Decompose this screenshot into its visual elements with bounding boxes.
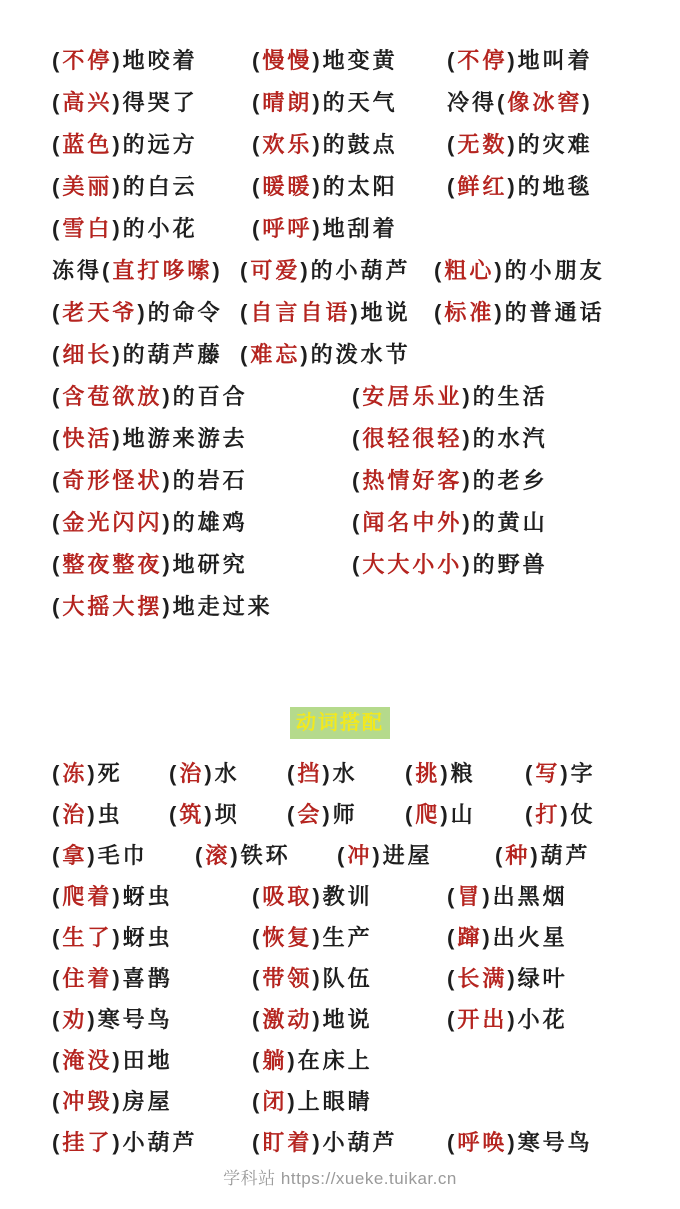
- phrase-text: 冻得(: [52, 257, 113, 283]
- phrase: [405, 757, 525, 788]
- phrase: [52, 757, 169, 788]
- phrase-text: )在床上: [287, 1048, 373, 1073]
- phrase-keyword: 难忘: [250, 341, 301, 367]
- phrase-row: [0, 206, 680, 248]
- phrase-text: (: [447, 966, 458, 991]
- phrase: [52, 380, 352, 411]
- phrase-keyword: 含苞欲放: [62, 383, 163, 409]
- phrase: [287, 757, 405, 788]
- phrase-keyword: 自言自语: [250, 299, 351, 325]
- phrase-keyword: 奇形怪状: [62, 467, 163, 493]
- phrase-row: [0, 1121, 680, 1162]
- phrase-text: )字: [560, 761, 596, 786]
- phrase-text: (: [52, 1089, 63, 1114]
- phrase-row: [0, 374, 680, 416]
- phrase-text: )地走过来: [162, 593, 273, 619]
- phrase-text: (: [252, 1089, 263, 1114]
- phrase-row: [0, 458, 680, 500]
- phrase-text: )房屋: [112, 1089, 173, 1114]
- phrase: [52, 464, 352, 495]
- phrase-keyword: 拿: [62, 843, 88, 868]
- watermark-text: 学科站 https://xueke.tuikar.cn: [223, 1169, 457, 1188]
- phrase-text: (: [525, 802, 536, 827]
- phrase-text: )小葫芦: [112, 1130, 198, 1155]
- phrase-keyword: 滚: [205, 843, 231, 868]
- phrase-keyword: 生了: [62, 925, 113, 950]
- phrase-text: (: [434, 257, 445, 283]
- phrase: [252, 1003, 447, 1034]
- phrase-text: (: [52, 383, 63, 409]
- phrase: [52, 798, 169, 829]
- phrase-row: [0, 793, 680, 834]
- phrase-row: [0, 38, 680, 80]
- phrase-keyword: 大大小小: [362, 551, 463, 577]
- phrase: [352, 422, 548, 453]
- phrase-text: )地游来游去: [112, 425, 248, 451]
- phrase: [352, 380, 548, 411]
- phrase-keyword: 吸取: [262, 884, 313, 909]
- phrase-text: )地叫着: [507, 47, 593, 73]
- phrase-text: )铁环: [230, 843, 291, 868]
- phrase-text: )粮: [440, 761, 476, 786]
- phrase-text: )毛巾: [87, 843, 148, 868]
- phrase-text: (: [52, 467, 63, 493]
- phrase: [252, 1126, 447, 1157]
- phrase-keyword: 劝: [62, 1007, 88, 1032]
- phrase-keyword: 蓝色: [62, 131, 113, 157]
- phrase-row: [0, 998, 680, 1039]
- verb-section: [0, 740, 680, 1162]
- phrase-text: (: [405, 802, 416, 827]
- phrase-keyword: 带领: [262, 966, 313, 991]
- phrase-text: (: [252, 925, 263, 950]
- phrase: [252, 880, 447, 911]
- phrase-text: (: [52, 843, 63, 868]
- phrase: [252, 1085, 447, 1116]
- phrase-keyword: 雪白: [62, 215, 113, 241]
- phrase-text: )的老乡: [462, 467, 548, 493]
- phrase-text: )的天气: [312, 89, 398, 115]
- phrase-keyword: 闭: [262, 1089, 288, 1114]
- phrase-row: [0, 752, 680, 793]
- phrase-keyword: 慢慢: [262, 47, 313, 73]
- phrase-text: )寒号鸟: [507, 1130, 593, 1155]
- phrase-keyword: 打: [535, 802, 561, 827]
- phrase-text: )的小葫芦: [300, 257, 411, 283]
- phrase-keyword: 冻: [62, 761, 88, 786]
- phrase-keyword: 呼呼: [262, 215, 313, 241]
- phrase: [52, 962, 252, 993]
- phrase: [495, 839, 591, 870]
- phrase-keyword: 冒: [457, 884, 483, 909]
- phrase-text: )山: [440, 802, 476, 827]
- phrase-text: )死: [87, 761, 123, 786]
- phrase-text: (: [252, 215, 263, 241]
- phrase-text: )队伍: [312, 966, 373, 991]
- phrase-row: [0, 332, 680, 374]
- phrase-text: )坝: [204, 802, 240, 827]
- phrase-row: [0, 584, 680, 626]
- phrase: [447, 1003, 568, 1034]
- phrase: [240, 254, 434, 285]
- phrase-row: [0, 416, 680, 458]
- phrase-text: )小葫芦: [312, 1130, 398, 1155]
- phrase-text: )地咬着: [112, 47, 198, 73]
- phrase-text: )小花: [507, 1007, 568, 1032]
- phrase-text: (: [352, 467, 363, 493]
- phrase-keyword: 可爱: [250, 257, 301, 283]
- phrase-row: [0, 875, 680, 916]
- phrase: [169, 757, 287, 788]
- phrase-text: (: [52, 173, 63, 199]
- phrase-row: [0, 122, 680, 164]
- phrase: [52, 254, 240, 285]
- phrase-text: (: [252, 89, 263, 115]
- phrase-keyword: 标准: [444, 299, 495, 325]
- phrase-text: (: [52, 509, 63, 535]
- phrase-text: )的水汽: [462, 425, 548, 451]
- phrase-text: (: [52, 1130, 63, 1155]
- phrase: [52, 296, 240, 327]
- phrase-keyword: 金光闪闪: [62, 509, 163, 535]
- phrase-keyword: 不停: [62, 47, 113, 73]
- phrase-text: )的太阳: [312, 173, 398, 199]
- phrase-text: (: [252, 1048, 263, 1073]
- phrase-keyword: 粗心: [444, 257, 495, 283]
- phrase-text: )蚜虫: [112, 884, 173, 909]
- phrase-text: )教训: [312, 884, 373, 909]
- phrase-keyword: 很轻很轻: [362, 425, 463, 451]
- phrase-keyword: 开出: [457, 1007, 508, 1032]
- phrase-text: )喜鹊: [112, 966, 173, 991]
- phrase: [447, 86, 593, 117]
- phrase-text: (: [447, 884, 458, 909]
- phrase-row: [0, 957, 680, 998]
- phrase-keyword: 欢乐: [262, 131, 313, 157]
- phrase-text: (: [287, 761, 298, 786]
- phrase: [447, 921, 568, 952]
- phrase-text: )的生活: [462, 383, 548, 409]
- phrase-text: )的小花: [112, 215, 198, 241]
- phrase: [337, 839, 495, 870]
- phrase-text: )地刮着: [312, 215, 398, 241]
- phrase-text: (: [525, 761, 536, 786]
- phrase-text: (: [352, 383, 363, 409]
- phrase-keyword: 治: [179, 761, 205, 786]
- phrase-text: (: [52, 925, 63, 950]
- phrase-keyword: 蹿: [457, 925, 483, 950]
- phrase-keyword: 会: [297, 802, 323, 827]
- phrase-text: )仗: [560, 802, 596, 827]
- phrase: [447, 44, 593, 75]
- phrase-text: )的野兽: [462, 551, 548, 577]
- phrase-keyword: 晴朗: [262, 89, 313, 115]
- phrase-keyword: 爬: [415, 802, 441, 827]
- phrase-text: (: [52, 215, 63, 241]
- phrase-text: (: [52, 1048, 63, 1073]
- phrase: [447, 1126, 593, 1157]
- phrase-text: )绿叶: [507, 966, 568, 991]
- phrase-text: (: [169, 802, 180, 827]
- phrase: [447, 170, 593, 201]
- phrase: [525, 757, 596, 788]
- phrase-text: (: [52, 341, 63, 367]
- phrase-text: )的雄鸡: [162, 509, 248, 535]
- phrase-text: )师: [322, 802, 358, 827]
- phrase: [252, 44, 447, 75]
- phrase: [52, 170, 252, 201]
- phrase-text: )的小朋友: [494, 257, 605, 283]
- phrase-text: )的远方: [112, 131, 198, 157]
- phrase-keyword: 高兴: [62, 89, 113, 115]
- phrase-keyword: 写: [535, 761, 561, 786]
- phrase-text: (: [52, 425, 63, 451]
- phrase: [252, 212, 447, 243]
- phrase-keyword: 爬着: [62, 884, 113, 909]
- phrase-keyword: 美丽: [62, 173, 113, 199]
- phrase: [525, 798, 596, 829]
- phrase: [169, 798, 287, 829]
- phrase-keyword: 恢复: [262, 925, 313, 950]
- phrase-keyword: 暖暖: [262, 173, 313, 199]
- phrase: [52, 590, 352, 621]
- phrase-text: (: [495, 843, 506, 868]
- verb-section-header-wrap: [0, 706, 680, 740]
- phrase-keyword: 冲毁: [62, 1089, 113, 1114]
- phrase: [434, 296, 605, 327]
- phrase-text: (: [405, 761, 416, 786]
- phrase-text: (: [252, 173, 263, 199]
- phrase-keyword: 闻名中外: [362, 509, 463, 535]
- phrase-text: ): [582, 89, 593, 115]
- phrase-text: (: [52, 47, 63, 73]
- phrase-text: (: [352, 509, 363, 535]
- phrase: [52, 338, 240, 369]
- phrase-text: )得哭了: [112, 89, 198, 115]
- phrase-text: (: [52, 299, 63, 325]
- phrase-text: )地说: [312, 1007, 373, 1032]
- phrase-row: [0, 1039, 680, 1080]
- phrase: [52, 921, 252, 952]
- phrase-text: (: [169, 761, 180, 786]
- phrase: [52, 880, 252, 911]
- phrase-keyword: 挂了: [62, 1130, 113, 1155]
- phrase-keyword: 老天爷: [62, 299, 138, 325]
- phrase-row: [0, 80, 680, 122]
- phrase-text: )水: [204, 761, 240, 786]
- phrase-keyword: 不停: [457, 47, 508, 73]
- phrase-text: (: [52, 131, 63, 157]
- phrase-row: [0, 164, 680, 206]
- phrase-text: )寒号鸟: [87, 1007, 173, 1032]
- phrase-text: (: [52, 884, 63, 909]
- phrase-text: (: [52, 593, 63, 619]
- phrase-keyword: 种: [505, 843, 531, 868]
- phrase-keyword: 安居乐业: [362, 383, 463, 409]
- phrase-text: )虫: [87, 802, 123, 827]
- phrase-row: [0, 290, 680, 332]
- phrase-text: (: [52, 802, 63, 827]
- phrase-keyword: 快活: [62, 425, 113, 451]
- phrase-text: )的灾难: [507, 131, 593, 157]
- phrase-text: )的地毯: [507, 173, 593, 199]
- phrase: [447, 880, 568, 911]
- phrase-row: [0, 916, 680, 957]
- phrase-text: )葫芦: [530, 843, 591, 868]
- phrase-text: (: [195, 843, 206, 868]
- phrase-keyword: 细长: [62, 341, 113, 367]
- phrase: [52, 1044, 252, 1075]
- phrase-text: (: [252, 47, 263, 73]
- phrase: [252, 1044, 447, 1075]
- phrase-text: )的百合: [162, 383, 248, 409]
- phrase-text: )的葫芦藤: [112, 341, 223, 367]
- phrase-keyword: 治: [62, 802, 88, 827]
- phrase-text: )田地: [112, 1048, 173, 1073]
- phrase-row: [0, 542, 680, 584]
- phrase-text: (: [252, 884, 263, 909]
- phrase: [352, 464, 548, 495]
- phrase-text: (: [352, 551, 363, 577]
- phrase: [252, 86, 447, 117]
- phrase: [447, 128, 593, 159]
- phrase-text: (: [447, 173, 458, 199]
- phrase-text: (: [337, 843, 348, 868]
- phrase-keyword: 盯着: [262, 1130, 313, 1155]
- phrase-text: (: [52, 89, 63, 115]
- phrase-keyword: 鲜红: [457, 173, 508, 199]
- phrase-row: [0, 834, 680, 875]
- phrase-text: )的白云: [112, 173, 198, 199]
- phrase-text: )地变黄: [312, 47, 398, 73]
- phrase-keyword: 大摇大摆: [62, 593, 163, 619]
- phrase-keyword: 呼唤: [457, 1130, 508, 1155]
- phrase-text: (: [287, 802, 298, 827]
- phrase-text: ): [212, 257, 223, 283]
- phrase-text: )生产: [312, 925, 373, 950]
- phrase-row: [0, 500, 680, 542]
- phrase: [252, 170, 447, 201]
- phrase-text: (: [252, 131, 263, 157]
- phrase-text: )的岩石: [162, 467, 248, 493]
- phrase: [447, 962, 568, 993]
- phrase-row: [0, 248, 680, 290]
- phrase-text: )出火星: [482, 925, 568, 950]
- phrase-text: (: [240, 299, 251, 325]
- phrase: [52, 506, 352, 537]
- phrase: [434, 254, 605, 285]
- phrase-text: )进屋: [372, 843, 433, 868]
- phrase: [252, 128, 447, 159]
- phrase: [352, 548, 548, 579]
- phrase-text: )蚜虫: [112, 925, 173, 950]
- phrase-keyword: 躺: [262, 1048, 288, 1073]
- phrase-text: (: [240, 257, 251, 283]
- phrase-text: (: [52, 551, 63, 577]
- phrase: [52, 44, 252, 75]
- phrase-text: )出黑烟: [482, 884, 568, 909]
- phrase-text: )地研究: [162, 551, 248, 577]
- phrase-text: 冷得(: [447, 89, 508, 115]
- phrase-text: )的泼水节: [300, 341, 411, 367]
- phrase: [52, 422, 352, 453]
- phrase: [52, 548, 352, 579]
- phrase-text: (: [252, 1130, 263, 1155]
- phrase-keyword: 激动: [262, 1007, 313, 1032]
- phrase-keyword: 热情好客: [362, 467, 463, 493]
- phrase: [52, 128, 252, 159]
- phrase-text: (: [252, 1007, 263, 1032]
- phrase: [240, 338, 434, 369]
- phrase: [52, 86, 252, 117]
- phrase-text: (: [352, 425, 363, 451]
- phrase: [52, 1126, 252, 1157]
- phrase-keyword: 长满: [457, 966, 508, 991]
- phrase-text: (: [447, 1007, 458, 1032]
- phrase-text: (: [52, 761, 63, 786]
- phrase: [52, 212, 252, 243]
- phrase: [252, 921, 447, 952]
- phrase-keyword: 挑: [415, 761, 441, 786]
- phrase-text: )水: [322, 761, 358, 786]
- phrase-text: (: [240, 341, 251, 367]
- phrase: [195, 839, 337, 870]
- phrase-keyword: 住着: [62, 966, 113, 991]
- phrase-text: (: [52, 1007, 63, 1032]
- phrase-text: (: [447, 1130, 458, 1155]
- phrase-text: )的普通话: [494, 299, 605, 325]
- phrase: [52, 1003, 252, 1034]
- phrase-text: )的鼓点: [312, 131, 398, 157]
- phrase-keyword: 无数: [457, 131, 508, 157]
- phrase: [252, 962, 447, 993]
- phrase-text: (: [447, 925, 458, 950]
- phrase: [405, 798, 525, 829]
- phrase: [240, 296, 434, 327]
- phrase-text: (: [434, 299, 445, 325]
- phrase-text: (: [52, 966, 63, 991]
- phrase: [52, 1085, 252, 1116]
- phrase-keyword: 像冰窖: [507, 89, 583, 115]
- phrase-keyword: 冲: [347, 843, 373, 868]
- verb-section-header: 动词搭配: [290, 707, 390, 739]
- phrase-keyword: 淹没: [62, 1048, 113, 1073]
- phrase-text: (: [447, 47, 458, 73]
- phrase-text: )的命令: [137, 299, 223, 325]
- phrase-text: (: [447, 131, 458, 157]
- phrase-text: (: [252, 966, 263, 991]
- phrase: [352, 506, 548, 537]
- phrase-keyword: 筑: [179, 802, 205, 827]
- phrase-row: [0, 1080, 680, 1121]
- phrase: [52, 839, 195, 870]
- phrase-keyword: 挡: [297, 761, 323, 786]
- phrase-text: )的黄山: [462, 509, 548, 535]
- phrase: [287, 798, 405, 829]
- phrase-keyword: 直打哆嗦: [112, 257, 213, 283]
- phrase-text: )地说: [350, 299, 411, 325]
- phrase-text: )上眼睛: [287, 1089, 373, 1114]
- phrase-keyword: 整夜整夜: [62, 551, 163, 577]
